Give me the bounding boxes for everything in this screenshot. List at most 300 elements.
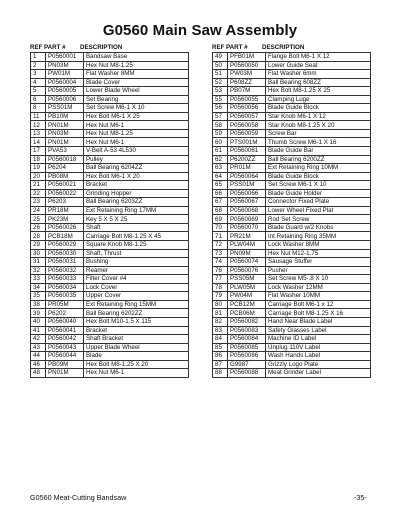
description-cell: Lock Washer 12MM <box>266 283 371 292</box>
ref-cell: 18 <box>31 155 46 164</box>
table-row <box>31 343 189 352</box>
ref-cell: 20 <box>31 172 46 181</box>
part-number-cell: P0560030 <box>46 249 84 258</box>
part-number-cell: PR18M <box>46 206 84 215</box>
part-number-cell: P0560018 <box>46 155 84 164</box>
ref-cell: 2 <box>31 61 46 70</box>
table-row <box>213 172 371 181</box>
description-column-header: DESCRIPTION <box>80 44 123 51</box>
part-number-cell: P0560084 <box>228 335 266 344</box>
ref-cell: 65 <box>213 181 228 190</box>
description-cell: Clamping Luge <box>266 95 371 104</box>
parts-table-left <box>30 52 189 378</box>
table-row <box>31 95 189 104</box>
ref-cell: 78 <box>213 283 228 292</box>
ref-cell: 19 <box>31 164 46 173</box>
ref-cell: 13 <box>31 129 46 138</box>
ref-cell: 72 <box>213 241 228 250</box>
part-number-cell: P0560061 <box>228 147 266 156</box>
ref-cell: 30 <box>31 249 46 258</box>
table-row <box>31 369 189 378</box>
part-number-cell: PCB06M <box>228 309 266 318</box>
ref-cell: 33 <box>31 275 46 284</box>
description-cell: Flat Washer 10MM <box>266 292 371 301</box>
table-row <box>213 104 371 113</box>
description-cell: Bracket <box>84 326 189 335</box>
ref-cell: 41 <box>31 326 46 335</box>
part-number-cell: P0560035 <box>46 292 84 301</box>
table-row <box>31 241 189 250</box>
table-row <box>31 232 189 241</box>
description-cell: Lower Wheel Fixed Plat <box>266 206 371 215</box>
table-row <box>213 53 371 62</box>
description-cell: Bandsaw Base <box>84 53 189 62</box>
part-number-cell: P6203 <box>46 198 84 207</box>
table-row <box>31 275 189 284</box>
ref-cell: 31 <box>31 258 46 267</box>
table-row <box>213 87 371 96</box>
part-number-cell: P0560004 <box>46 78 84 87</box>
description-cell: Blade Guide Block <box>266 172 371 181</box>
table-row <box>213 249 371 258</box>
description-cell: Pusher <box>266 266 371 275</box>
part-number-cell: PK23M <box>46 215 84 224</box>
description-cell: Ball Bearing 608ZZ <box>266 78 371 87</box>
description-cell: Hex Bolt M6-1 X 20 <box>84 172 189 181</box>
table-row <box>31 155 189 164</box>
table-row <box>213 95 371 104</box>
table-row <box>213 232 371 241</box>
table-row <box>213 360 371 369</box>
description-cell: Blade <box>84 352 189 361</box>
ref-cell: 1 <box>31 53 46 62</box>
parts-table-header <box>212 43 371 52</box>
ref-cell: 50 <box>213 61 228 70</box>
part-number-cell: P0560076 <box>228 266 266 275</box>
ref-cell: 56 <box>213 104 228 113</box>
description-cell: Blade Guard w/2 Knobs <box>266 223 371 232</box>
part-number-cell: P0560083 <box>228 326 266 335</box>
part-number-cell: P0560005 <box>46 87 84 96</box>
part-number-cell: P0560067 <box>228 198 266 207</box>
ref-cell: 73 <box>213 249 228 258</box>
part-number-cell: PN01M <box>46 369 84 378</box>
ref-cell: 4 <box>31 78 46 87</box>
ref-cell: 83 <box>213 326 228 335</box>
description-cell: Hex Bolt M8-1.25 X 20 <box>84 360 189 369</box>
part-number-cell: PW03M <box>228 70 266 79</box>
page-title: G0560 Main Saw Assembly <box>102 22 298 39</box>
part-number-cell: P0560031 <box>46 258 84 267</box>
description-cell: Shaft Bracket <box>84 335 189 344</box>
description-cell: Set Bearing <box>84 95 189 104</box>
table-row <box>31 104 189 113</box>
part-number-cell: P0560041 <box>46 326 84 335</box>
description-cell: Hex Bolt M6-1 X 25 <box>84 112 189 121</box>
description-cell: Hex Nut M6-1 <box>84 369 189 378</box>
part-number-cell: P608ZZ <box>228 78 266 87</box>
description-cell: Ext Retaining Ring 17MM <box>84 206 189 215</box>
table-row <box>213 275 371 284</box>
ref-cell: 49 <box>213 53 228 62</box>
description-cell: Hand Near Blade Label <box>266 317 371 326</box>
table-row <box>213 309 371 318</box>
description-cell: Sausage Stuffer <box>266 258 371 267</box>
table-row <box>31 326 189 335</box>
description-cell: Lower Blade Wheel <box>84 87 189 96</box>
part-number-cell: PCB18M <box>46 232 84 241</box>
ref-cell: 59 <box>213 129 228 138</box>
table-row <box>31 198 189 207</box>
part-number-cell: P0560050 <box>228 61 266 70</box>
part-number-cell: P0560088 <box>228 369 266 378</box>
description-cell: Bracket <box>84 181 189 190</box>
table-row <box>31 87 189 96</box>
ref-cell: 48 <box>31 369 46 378</box>
part-number-cell: PSS05M <box>228 275 266 284</box>
description-cell: Hex Nut M12-1.75 <box>266 249 371 258</box>
description-cell: Square Knob M8-1.25 <box>84 241 189 250</box>
table-row <box>213 258 371 267</box>
ref-cell: 51 <box>213 70 228 79</box>
description-cell: Screw Bar <box>266 129 371 138</box>
table-row <box>31 258 189 267</box>
part-number-cell: PN01M <box>46 121 84 130</box>
table-row <box>213 198 371 207</box>
ref-cell: 70 <box>213 223 228 232</box>
table-row <box>213 317 371 326</box>
table-row <box>31 70 189 79</box>
part-number-cell: PSS01M <box>46 104 84 113</box>
ref-cell: 77 <box>213 275 228 284</box>
description-cell: Shaft, Thrust <box>84 249 189 258</box>
table-row <box>213 181 371 190</box>
parts-list-right <box>212 43 371 378</box>
ref-cell: 6 <box>31 95 46 104</box>
description-cell: Blade Guide Bar <box>266 147 371 156</box>
part-number-cell: P6202 <box>46 309 84 318</box>
description-cell: Hex Nut M8-1.25 <box>84 129 189 138</box>
ref-cell: 62 <box>213 155 228 164</box>
part-number-cell: P0560026 <box>46 223 84 232</box>
table-row <box>31 215 189 224</box>
ref-cell: 40 <box>31 317 46 326</box>
ref-cell: 58 <box>213 121 228 130</box>
description-cell: Hex Bolt M8-1.25 X 25 <box>266 87 371 96</box>
ref-cell: 61 <box>213 147 228 156</box>
table-row <box>31 129 189 138</box>
description-cell: Set Screw M6-1 X 10 <box>266 181 371 190</box>
table-row <box>213 61 371 70</box>
ref-cell: 88 <box>213 369 228 378</box>
table-row <box>213 78 371 87</box>
ref-cell: 64 <box>213 172 228 181</box>
description-cell: Rod Set Screw <box>266 215 371 224</box>
table-row <box>31 181 189 190</box>
table-row <box>213 352 371 361</box>
part-number-cell: P6200ZZ <box>228 155 266 164</box>
ref-cell: 57 <box>213 112 228 121</box>
part-number-cell: P0560006 <box>46 95 84 104</box>
table-row <box>31 121 189 130</box>
part-number-cell: PN01M <box>46 138 84 147</box>
part-number-cell: P0560082 <box>228 317 266 326</box>
description-cell: Meat Grinder Label <box>266 369 371 378</box>
description-cell: Ext Retaining Ring 15MM <box>84 300 189 309</box>
ref-cell: 71 <box>213 232 228 241</box>
description-cell: Connector Fixed Plate <box>266 198 371 207</box>
part-number-cell: PR21M <box>228 232 266 241</box>
part-number-cell: P0560001 <box>46 53 84 62</box>
ref-cell: 25 <box>31 215 46 224</box>
table-row <box>31 147 189 156</box>
part-number-cell: P0560070 <box>228 223 266 232</box>
part-number-cell: PSS01M <box>228 181 266 190</box>
ref-cell: 24 <box>31 206 46 215</box>
ref-column-header: REF <box>212 44 225 51</box>
ref-cell: 86 <box>213 352 228 361</box>
description-cell: Hex Nut M8-1.25 <box>84 61 189 70</box>
part-number-cell: P0560022 <box>46 189 84 198</box>
description-cell: Ball Bearing 6204ZZ <box>84 164 189 173</box>
part-number-cell: PN09M <box>228 249 266 258</box>
ref-cell: 42 <box>31 335 46 344</box>
ref-cell: 12 <box>31 121 46 130</box>
table-row <box>213 129 371 138</box>
part-number-cell: P0560059 <box>228 129 266 138</box>
part-number-cell: P0560057 <box>228 112 266 121</box>
ref-cell: 26 <box>31 223 46 232</box>
table-row <box>213 369 371 378</box>
table-row <box>31 172 189 181</box>
part-number-cell: PR01M <box>228 164 266 173</box>
part-number-cell: P0560044 <box>46 352 84 361</box>
footer-model-name: G0560 Meat-Cutting Bandsaw <box>30 493 127 502</box>
part-number-cell: PVA53 <box>46 147 84 156</box>
part-number-cell: PB09M <box>46 360 84 369</box>
table-row <box>213 266 371 275</box>
parts-table-right <box>212 52 371 378</box>
description-cell: Int Retaining Ring 35MM <box>266 232 371 241</box>
table-row <box>31 317 189 326</box>
table-row <box>213 112 371 121</box>
description-cell: Key 5 X 5 X 25 <box>84 215 189 224</box>
table-row <box>31 223 189 232</box>
ref-cell: 21 <box>31 181 46 190</box>
part-number-cell: P0560040 <box>46 317 84 326</box>
description-cell: Grizzly Logo Plate <box>266 360 371 369</box>
ref-column-header: REF <box>30 44 43 51</box>
ref-cell: 8 <box>31 104 46 113</box>
part-number-cell: PB07M <box>228 87 266 96</box>
table-row <box>213 292 371 301</box>
table-row <box>213 343 371 352</box>
description-cell: Carriage Bolt M8-1.25 X 45 <box>84 232 189 241</box>
table-row <box>31 206 189 215</box>
description-column-header: DESCRIPTION <box>262 44 305 51</box>
ref-cell: 60 <box>213 138 228 147</box>
table-row <box>213 215 371 224</box>
part-number-cell: PCB12M <box>228 300 266 309</box>
table-row <box>213 335 371 344</box>
part-number-cell: P0560074 <box>228 258 266 267</box>
table-row <box>31 249 189 258</box>
description-cell: Flange Bolt M6-1 X 12 <box>266 53 371 62</box>
table-row <box>31 292 189 301</box>
ref-cell: 5 <box>31 87 46 96</box>
table-row <box>213 189 371 198</box>
description-cell: Upper Cover <box>84 292 189 301</box>
description-cell: Safety Glasses Label <box>266 326 371 335</box>
ref-cell: 3 <box>31 70 46 79</box>
description-cell: Set Screw M6-1 X 10 <box>84 104 189 113</box>
table-row <box>31 189 189 198</box>
parts-table-header <box>30 43 189 52</box>
table-row <box>213 326 371 335</box>
part-number-cell: P0560058 <box>228 121 266 130</box>
ref-cell: 76 <box>213 266 228 275</box>
table-row <box>31 266 189 275</box>
part-number-cell: P6204 <box>46 164 84 173</box>
ref-cell: 84 <box>213 335 228 344</box>
part-number-cell: PW01M <box>46 70 84 79</box>
part-number-cell: P0560029 <box>46 241 84 250</box>
ref-cell: 28 <box>31 232 46 241</box>
ref-cell: 35 <box>31 292 46 301</box>
description-cell: Pulley <box>84 155 189 164</box>
part-number-cell: P0560034 <box>46 283 84 292</box>
ref-cell: 34 <box>31 283 46 292</box>
part-number-cell: PTS001M <box>228 138 266 147</box>
description-cell: Grinding Hopper <box>84 189 189 198</box>
ref-cell: 39 <box>31 309 46 318</box>
ref-cell: 32 <box>31 266 46 275</box>
part-number-cell: P0560056 <box>228 104 266 113</box>
description-cell: Star Knob M8-1.25 X 20 <box>266 121 371 130</box>
part-column-header: PART # <box>44 44 66 51</box>
description-cell: Flat Washer 8MM <box>84 70 189 79</box>
part-number-cell: PB08M <box>46 172 84 181</box>
table-row <box>213 300 371 309</box>
table-row <box>31 112 189 121</box>
description-cell: Lower Guide Seat <box>266 61 371 70</box>
description-cell: Carriage Bolt M6-1 x 12 <box>266 300 371 309</box>
parts-list-left <box>30 43 189 378</box>
ref-cell: 87 <box>213 360 228 369</box>
part-number-cell: PR05M <box>46 300 84 309</box>
part-number-cell: G9987 <box>228 360 266 369</box>
description-cell: Hex Bolt M10-1.5 X 115 <box>84 317 189 326</box>
part-number-cell: PLW05M <box>228 283 266 292</box>
table-row <box>31 360 189 369</box>
description-cell: Ball Bearing 6202ZZ <box>84 309 189 318</box>
ref-cell: 53 <box>213 87 228 96</box>
ref-cell: 67 <box>213 198 228 207</box>
description-cell: Filter Cover #4 <box>84 275 189 284</box>
description-cell: Unplug 110V Label <box>266 343 371 352</box>
table-row <box>213 241 371 250</box>
ref-cell: 22 <box>31 189 46 198</box>
ref-cell: 80 <box>213 300 228 309</box>
ref-cell: 63 <box>213 164 228 173</box>
table-row <box>213 147 371 156</box>
part-number-cell: P0560069 <box>228 215 266 224</box>
part-number-cell: PFB01M <box>228 53 266 62</box>
table-row <box>31 61 189 70</box>
ref-cell: 43 <box>31 343 46 352</box>
part-number-cell: P0560021 <box>46 181 84 190</box>
ref-cell: 38 <box>31 300 46 309</box>
ref-cell: 29 <box>31 241 46 250</box>
part-number-cell: P0560086 <box>228 352 266 361</box>
ref-cell: 17 <box>31 147 46 156</box>
part-number-cell: P0560068 <box>228 206 266 215</box>
ref-cell: 44 <box>31 352 46 361</box>
part-number-cell: P0560085 <box>228 343 266 352</box>
table-row <box>31 164 189 173</box>
description-cell: Set Screw M5-.8 X 10 <box>266 275 371 284</box>
ref-cell: 14 <box>31 138 46 147</box>
part-column-header: PART # <box>226 44 248 51</box>
table-row <box>213 283 371 292</box>
ref-cell: 79 <box>213 292 228 301</box>
description-cell: Lock Washer 8MM <box>266 241 371 250</box>
part-number-cell: P0560066 <box>228 189 266 198</box>
ref-cell: 74 <box>213 258 228 267</box>
ref-cell: 66 <box>213 189 228 198</box>
table-row <box>31 300 189 309</box>
part-number-cell: P0560032 <box>46 266 84 275</box>
description-cell: Machine ID Label <box>266 335 371 344</box>
description-cell: Thumb Screw M6-1 X 16 <box>266 138 371 147</box>
table-row <box>31 283 189 292</box>
table-row <box>213 155 371 164</box>
part-number-cell: P0560033 <box>46 275 84 284</box>
ref-cell: 82 <box>213 317 228 326</box>
description-cell: V-Belt A-53 4L530 <box>84 147 189 156</box>
description-cell: Shaft <box>84 223 189 232</box>
table-row <box>31 53 189 62</box>
table-row <box>31 352 189 361</box>
table-row <box>31 309 189 318</box>
description-cell: Ext Retaining Ring 10MM <box>266 164 371 173</box>
part-number-cell: PW04M <box>228 292 266 301</box>
table-row <box>31 138 189 147</box>
description-cell: Hex Nut M6-1 <box>84 121 189 130</box>
table-row <box>31 78 189 87</box>
description-cell: Star Knob M6-1 X 12 <box>266 112 371 121</box>
description-cell: Reamer <box>84 266 189 275</box>
part-number-cell: P0560043 <box>46 343 84 352</box>
ref-cell: 69 <box>213 215 228 224</box>
description-cell: Flat Washer 6mm <box>266 70 371 79</box>
ref-cell: 23 <box>31 198 46 207</box>
ref-cell: 52 <box>213 78 228 87</box>
table-row <box>213 206 371 215</box>
table-row <box>31 335 189 344</box>
ref-cell: 46 <box>31 360 46 369</box>
description-cell: Ball Bearing 6200ZZ <box>266 155 371 164</box>
table-row <box>213 70 371 79</box>
page-number: -35- <box>354 493 367 502</box>
part-number-cell: P0560055 <box>228 95 266 104</box>
description-cell: Carriage Bolt M8-1.25 X 16 <box>266 309 371 318</box>
part-number-cell: PLW04M <box>228 241 266 250</box>
table-row <box>213 138 371 147</box>
ref-cell: 11 <box>31 112 46 121</box>
description-cell: Blade Guide Block <box>266 104 371 113</box>
description-cell: Blade Cover <box>84 78 189 87</box>
